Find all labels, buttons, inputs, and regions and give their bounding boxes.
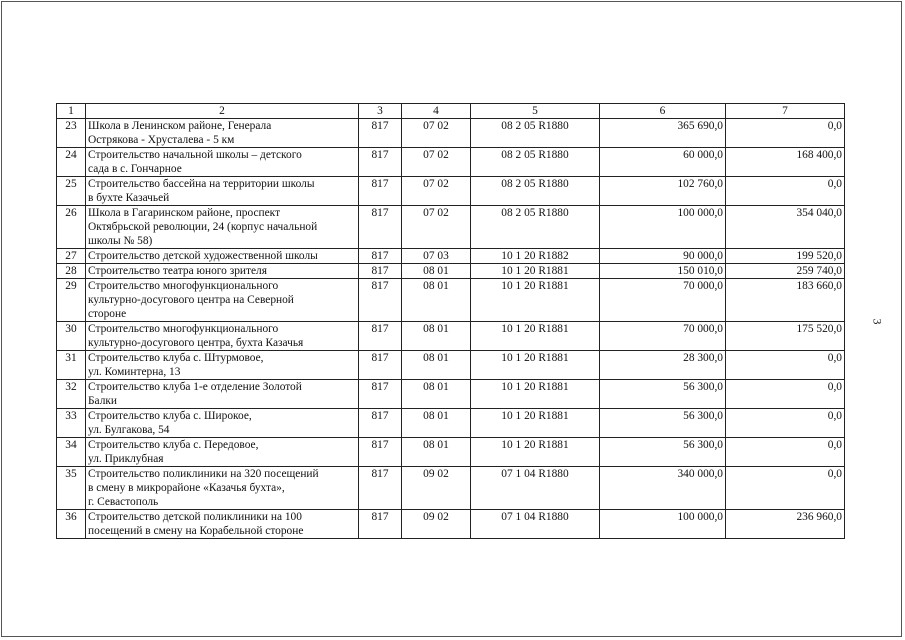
header-row <box>57 104 845 119</box>
ministry-code-cell: 817 <box>359 409 402 438</box>
amount-cell: 100 000,0 <box>600 510 726 539</box>
object-name-cell <box>86 249 359 264</box>
object-name-line: культурно-досугового центра на Северной <box>88 294 294 306</box>
amount-cell: 56 300,0 <box>600 438 726 467</box>
object-name-line: сада в с. Гончарное <box>88 163 182 175</box>
budget-table <box>56 103 845 539</box>
table-row <box>57 322 845 351</box>
ministry-code-cell: 817 <box>359 264 402 279</box>
object-name-line: Острякова - Хрусталева - 5 км <box>88 134 235 146</box>
object-name-line: Строительство многофункционального <box>88 323 279 335</box>
table-row <box>57 279 845 322</box>
object-name-cell <box>86 510 359 539</box>
amount-cell: 354 040,0 <box>726 206 845 249</box>
ministry-code-cell: 817 <box>359 148 402 177</box>
amount-cell: 0,0 <box>726 351 845 380</box>
ministry-code-cell: 817 <box>359 279 402 322</box>
table-row <box>57 438 845 467</box>
row-number-cell: 25 <box>57 177 86 206</box>
target-code-cell: 10 1 20 R1881 <box>471 380 600 409</box>
amount-cell: 28 300,0 <box>600 351 726 380</box>
section-code-cell: 08 01 <box>402 380 471 409</box>
object-name-line: Строительство начальной школы – детского <box>88 149 302 161</box>
object-name-line: Строительство детской художественной школы <box>88 250 318 262</box>
amount-cell: 175 520,0 <box>726 322 845 351</box>
amount-cell: 0,0 <box>726 380 845 409</box>
ministry-code-cell: 817 <box>359 206 402 249</box>
object-name-line: ул. Булгакова, 54 <box>88 424 170 436</box>
object-name-cell <box>86 119 359 148</box>
object-name-line: Октябрьской революции, 24 (корпус начальной <box>88 221 318 233</box>
ministry-code-cell: 817 <box>359 380 402 409</box>
object-name-cell <box>86 279 359 322</box>
row-number-cell: 23 <box>57 119 86 148</box>
object-name-line: Школа в Ленинском районе, Генерала <box>88 120 272 132</box>
table-row <box>57 409 845 438</box>
row-number-cell: 28 <box>57 264 86 279</box>
amount-cell: 102 760,0 <box>600 177 726 206</box>
header-cell: 5 <box>471 104 600 119</box>
section-code-cell: 08 01 <box>402 351 471 380</box>
row-number-cell: 33 <box>57 409 86 438</box>
ministry-code-cell: 817 <box>359 510 402 539</box>
object-name-line: Балки <box>88 395 118 407</box>
row-number-cell: 24 <box>57 148 86 177</box>
row-number-cell: 29 <box>57 279 86 322</box>
target-code-cell: 10 1 20 R1881 <box>471 264 600 279</box>
object-name-cell <box>86 264 359 279</box>
row-number-cell: 32 <box>57 380 86 409</box>
target-code-cell: 10 1 20 R1881 <box>471 409 600 438</box>
object-name-line: культурно-досугового центра, бухта Казачья <box>88 337 304 349</box>
amount-cell: 150 010,0 <box>600 264 726 279</box>
object-name-line: Строительство детской поликлиники на 100 <box>88 511 302 523</box>
object-name-line: в бухте Казачьей <box>88 192 170 204</box>
header-cell: 1 <box>57 104 86 119</box>
ministry-code-cell: 817 <box>359 467 402 510</box>
object-name-line: Строительство бассейна на территории школы <box>88 178 315 190</box>
amount-cell: 56 300,0 <box>600 380 726 409</box>
table-row <box>57 249 845 264</box>
object-name-line: Строительство клуба с. Широкое, <box>88 410 252 422</box>
ministry-code-cell: 817 <box>359 177 402 206</box>
target-code-cell: 07 1 04 R1880 <box>471 510 600 539</box>
row-number-cell: 30 <box>57 322 86 351</box>
table-row <box>57 119 845 148</box>
section-code-cell: 07 02 <box>402 148 471 177</box>
amount-cell: 0,0 <box>726 119 845 148</box>
ministry-code-cell: 817 <box>359 351 402 380</box>
table-row <box>57 467 845 510</box>
target-code-cell: 07 1 04 R1880 <box>471 467 600 510</box>
object-name-line: Строительство многофункционального <box>88 280 279 292</box>
object-name-line: Строительство поликлиники на 320 посещений <box>88 468 319 480</box>
amount-cell: 259 740,0 <box>726 264 845 279</box>
amount-cell: 0,0 <box>726 467 845 510</box>
object-name-line: г. Севастополь <box>88 496 159 508</box>
amount-cell: 365 690,0 <box>600 119 726 148</box>
object-name-line: ул. Приклубная <box>88 453 164 465</box>
target-code-cell: 10 1 20 R1881 <box>471 438 600 467</box>
row-number-cell: 27 <box>57 249 86 264</box>
amount-cell: 183 660,0 <box>726 279 845 322</box>
ministry-code-cell: 817 <box>359 249 402 264</box>
object-name-line: Строительство клуба с. Передовое, <box>88 439 259 451</box>
table-row <box>57 148 845 177</box>
row-number-cell: 34 <box>57 438 86 467</box>
table-row <box>57 264 845 279</box>
target-code-cell: 08 2 05 R1880 <box>471 177 600 206</box>
object-name-line: стороне <box>88 308 127 320</box>
section-code-cell: 07 02 <box>402 119 471 148</box>
amount-cell: 168 400,0 <box>726 148 845 177</box>
object-name-line: Строительство клуба с. Штурмовое, <box>88 352 264 364</box>
section-code-cell: 08 01 <box>402 322 471 351</box>
amount-cell: 100 000,0 <box>600 206 726 249</box>
header-cell: 4 <box>402 104 471 119</box>
object-name-cell <box>86 409 359 438</box>
object-name-line: Школа в Гагаринском районе, проспект <box>88 207 281 219</box>
amount-cell: 70 000,0 <box>600 279 726 322</box>
object-name-line: ул. Коминтерна, 13 <box>88 366 181 378</box>
object-name-line: посещений в смену на Корабельной стороне <box>88 525 304 537</box>
object-name-cell <box>86 351 359 380</box>
section-code-cell: 07 03 <box>402 249 471 264</box>
header-cell: 3 <box>359 104 402 119</box>
table-row <box>57 177 845 206</box>
object-name-line: Строительство клуба 1-е отделение Золотой <box>88 381 302 393</box>
amount-cell: 340 000,0 <box>600 467 726 510</box>
header-cell: 6 <box>600 104 726 119</box>
amount-cell: 90 000,0 <box>600 249 726 264</box>
page-number: 3 <box>870 318 885 325</box>
table-body <box>57 119 845 539</box>
amount-cell: 0,0 <box>726 438 845 467</box>
object-name-cell <box>86 177 359 206</box>
object-name-line: Строительство театра юного зрителя <box>88 265 267 277</box>
target-code-cell: 08 2 05 R1880 <box>471 148 600 177</box>
ministry-code-cell: 817 <box>359 119 402 148</box>
row-number-cell: 36 <box>57 510 86 539</box>
amount-cell: 60 000,0 <box>600 148 726 177</box>
target-code-cell: 08 2 05 R1880 <box>471 206 600 249</box>
section-code-cell: 08 01 <box>402 409 471 438</box>
table-row <box>57 380 845 409</box>
row-number-cell: 31 <box>57 351 86 380</box>
object-name-line: школы № 58) <box>88 235 153 247</box>
amount-cell: 0,0 <box>726 177 845 206</box>
amount-cell: 199 520,0 <box>726 249 845 264</box>
row-number-cell: 35 <box>57 467 86 510</box>
section-code-cell: 07 02 <box>402 177 471 206</box>
target-code-cell: 08 2 05 R1880 <box>471 119 600 148</box>
object-name-cell <box>86 206 359 249</box>
section-code-cell: 08 01 <box>402 279 471 322</box>
amount-cell: 56 300,0 <box>600 409 726 438</box>
object-name-cell <box>86 148 359 177</box>
object-name-line: в смену в микрорайоне «Казачья бухта», <box>88 482 285 494</box>
target-code-cell: 10 1 20 R1882 <box>471 249 600 264</box>
amount-cell: 70 000,0 <box>600 322 726 351</box>
object-name-cell <box>86 467 359 510</box>
table-row <box>57 206 845 249</box>
table-row <box>57 510 845 539</box>
target-code-cell: 10 1 20 R1881 <box>471 351 600 380</box>
section-code-cell: 09 02 <box>402 467 471 510</box>
ministry-code-cell: 817 <box>359 438 402 467</box>
object-name-cell <box>86 380 359 409</box>
target-code-cell: 10 1 20 R1881 <box>471 279 600 322</box>
ministry-code-cell: 817 <box>359 322 402 351</box>
amount-cell: 236 960,0 <box>726 510 845 539</box>
header-cell: 2 <box>86 104 359 119</box>
amount-cell: 0,0 <box>726 409 845 438</box>
object-name-cell <box>86 322 359 351</box>
target-code-cell: 10 1 20 R1881 <box>471 322 600 351</box>
section-code-cell: 08 01 <box>402 264 471 279</box>
section-code-cell: 09 02 <box>402 510 471 539</box>
table-row <box>57 351 845 380</box>
object-name-cell <box>86 438 359 467</box>
section-code-cell: 08 01 <box>402 438 471 467</box>
section-code-cell: 07 02 <box>402 206 471 249</box>
row-number-cell: 26 <box>57 206 86 249</box>
header-cell: 7 <box>726 104 845 119</box>
